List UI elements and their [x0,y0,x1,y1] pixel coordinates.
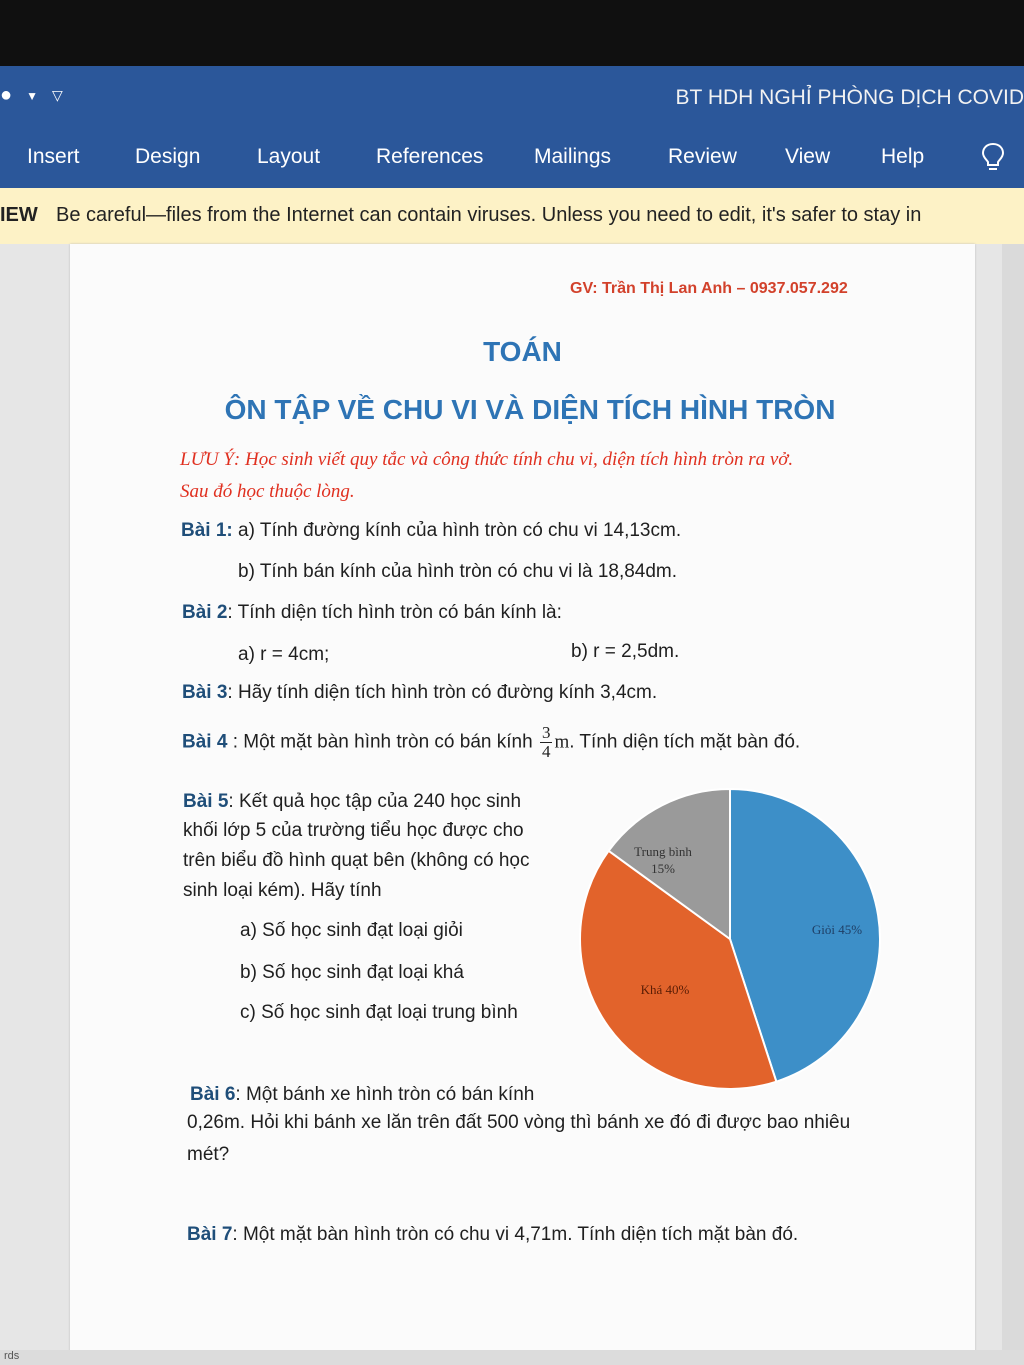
exercise-5-line-1 [183,791,521,813]
exercise-2-a: a) r = 4cm; [238,644,330,665]
exercise-4-text-2: . Tính diện tích mặt bàn đó. [569,731,801,753]
status-bar [0,1350,1024,1365]
protected-view-message: Be careful—files from the Internet can contain viruses. Unless you need to edit, it's safer to stay in [56,204,922,226]
exercise-2-b: b) r = 2,5dm. [571,641,680,662]
exercise-4-unit: m [554,731,570,753]
exercise-3-text: : Hãy tính diện tích hình tròn có đường kính 3,4cm. [227,682,658,703]
tab-review[interactable]: Review [668,145,737,168]
protected-view-bar [0,188,1024,244]
pie-chart [575,784,885,1094]
fraction-numerator: 3 [541,723,551,742]
customize-toolbar-icon[interactable]: ▽ [51,87,63,103]
exercise-7-text: : Một mặt bàn hình tròn có chu vi 4,71m. Tính diện tích mặt bàn đó. [232,1224,799,1245]
tab-layout[interactable]: Layout [257,145,321,168]
page-subtitle: ÔN TẬP VỀ CHU VI VÀ DIỆN TÍCH HÌNH TRÒN [224,394,836,425]
vertical-scrollbar[interactable] [1002,244,1024,1365]
exercise-4 [182,724,800,761]
note-line-1: LƯU Ý: Học sinh viết quy tắc và công thức tính chu vi, diện tích hình tròn ra vở. [180,449,794,470]
exercise-7-label: Bài 7 [187,1224,233,1245]
pie-label-gioi: Giỏi 45% [811,922,863,937]
page-title: TOÁN [483,336,562,367]
document-title: BT HDH NGHỈ PHÒNG DỊCH COVID [675,86,1024,109]
tab-mailings[interactable]: Mailings [534,145,612,168]
exercise-6-label: Bài 6 [190,1084,236,1105]
exercise-1-b: b) Tính bán kính của hình tròn có chu vi là 18,84dm. [238,561,678,582]
exercise-5-label: Bài 5 [183,791,229,812]
quick-access-toolbar [0,84,63,107]
exercise-3-label: Bài 3 [182,682,228,703]
exercise-6-text-1: : Một bánh xe hình tròn có bán kính [235,1084,535,1105]
exercise-6-line-1 [190,1084,534,1106]
tab-insert[interactable]: Insert [27,145,80,168]
user-icon[interactable]: ● [0,84,13,106]
pie-label-trung-binh: Trung bình [634,844,692,859]
tab-help[interactable]: Help [881,145,925,168]
ribbon-tabs [0,128,1024,188]
status-text: rds [4,1350,20,1362]
exercise-5-b: b) Số học sinh đạt loại khá [240,962,464,983]
chevron-down-icon[interactable]: ▼ [26,88,38,103]
exercise-6-line-2: 0,26m. Hỏi khi bánh xe lăn trên đất 500 vòng thì bánh xe đó đi được bao nhiêu [187,1112,851,1133]
protected-view-label: IEW [0,204,38,226]
exercise-5-line-4: sinh loại kém). Hãy tính [183,880,382,901]
exercise-2-text: : Tính diện tích hình tròn có bán kính là: [227,602,562,623]
tab-references[interactable]: References [376,145,484,168]
exercise-5-text-1: : Kết quả học tập của 240 học sinh [228,791,522,812]
exercise-7 [187,1224,798,1246]
exercise-4-text-1: : Một mặt bàn hình tròn có bán kính [227,731,538,753]
exercise-3 [182,682,657,704]
tab-design[interactable]: Design [135,145,201,168]
exercise-5-line-2: khối lớp 5 của trường tiểu học được cho [183,820,524,841]
exercise-1-a-text: a) Tính đường kính của hình tròn có chu vi 14,13cm. [232,520,682,541]
pie-label-trung-binh-pct: 15% [651,861,675,876]
exercise-4-label: Bài 4 [182,731,228,753]
fraction-denominator: 4 [541,742,551,761]
document-page[interactable] [70,244,975,1365]
exercise-2-label: Bài 2 [182,602,228,623]
title-bar [0,66,1024,128]
lightbulb-icon[interactable] [980,142,1006,172]
exercise-1-label: Bài 1: [181,520,233,541]
pie-label-kha: Khá 40% [640,982,690,997]
exercise-2 [182,602,562,624]
exercise-6-line-3: mét? [187,1144,230,1165]
teacher-info: GV: Trần Thị Lan Anh – 0937.057.292 [570,280,848,297]
exercise-5-line-3: trên biểu đồ hình quạt bên (không có học [183,850,530,871]
monitor-bezel [0,0,1024,66]
fraction-three-quarters [540,724,553,761]
document-workspace [0,244,1024,1365]
note-line-2: Sau đó học thuộc lòng. [180,481,355,502]
exercise-5-c: c) Số học sinh đạt loại trung bình [240,1002,518,1023]
tab-view[interactable]: View [785,145,831,168]
exercise-1-a [181,520,681,542]
exercise-5-a: a) Số học sinh đạt loại giỏi [240,920,463,941]
